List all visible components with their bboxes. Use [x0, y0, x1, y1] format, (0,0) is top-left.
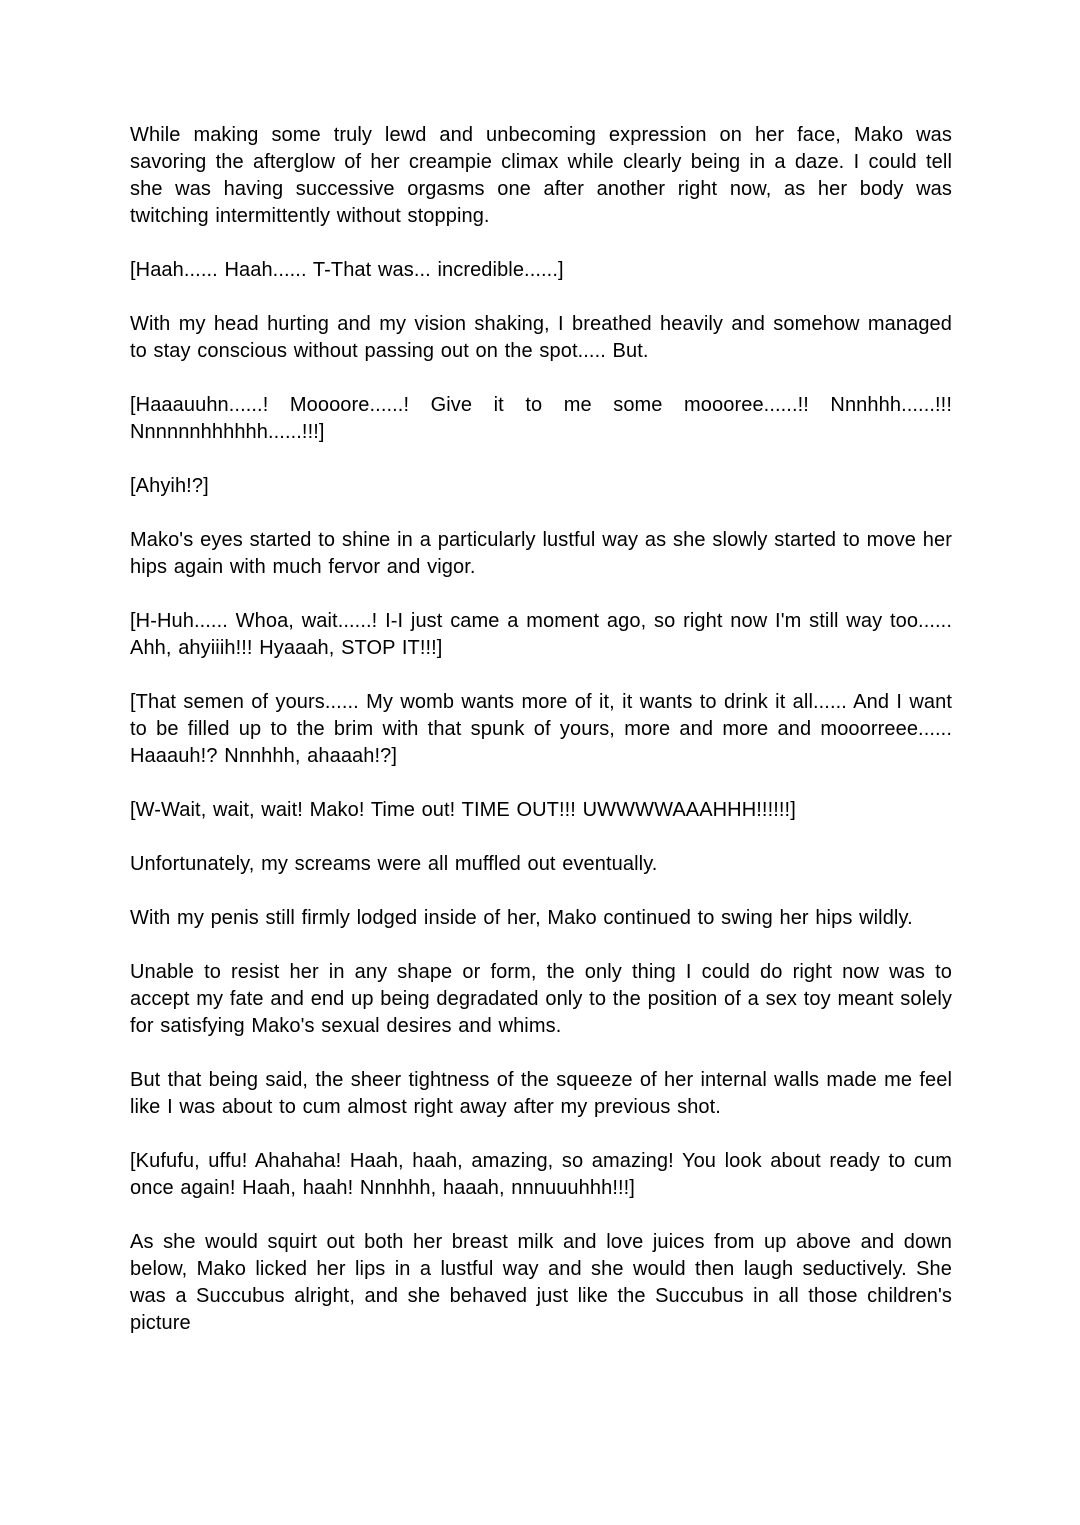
paragraph-dialogue: [Ahyih!?] [130, 475, 209, 497]
paragraph-narration: Unfortunately, my screams were all muffled out eventually. [130, 853, 658, 875]
paragraph-dialogue: [Haah...... Haah...... T-That was... incredible......] [130, 259, 564, 281]
paragraph-narration: With my head hurting and my vision shaking, I breathed heavily and somehow managed to stay conscious without passing out on the spot..... But. [130, 313, 952, 362]
paragraph-dialogue: [Kufufu, uffu! Ahahaha! Haah, haah, amazing, so amazing! You look about ready to cum once again! Haah, haah! Nnnhhh, haaah, nnnuuuhhh!!!] [130, 1150, 952, 1199]
paragraph-narration: Mako's eyes started to shine in a particularly lustful way as she slowly started to move her hips again with much fervor and vigor. [130, 529, 952, 578]
paragraph-dialogue: [Haaauuhn......! Moooore......! Give it to me some moooree......!! Nnnhhh......!!! Nnnnnnhhhhhh......!!!] [130, 394, 952, 443]
paragraph-dialogue: [That semen of yours...... My womb wants more of it, it wants to drink it all...... And I want to be filled up to the brim with that spunk of yours, more and more and mooorreee...... Haaauh!? Nnnhhh, ahaaah!?] [130, 691, 952, 767]
paragraph-narration: But that being said, the sheer tightness of the squeeze of her internal walls made me feel like I was about to cum almost right away after my previous shot. [130, 1069, 952, 1118]
paragraph-narration: As she would squirt out both her breast milk and love juices from up above and down below, Mako licked her lips in a lustful way and she would then laugh seductively. She was a Succubus alright, and she behaved just like the Succubus in all those children's picture [130, 1231, 952, 1334]
paragraph-narration: While making some truly lewd and unbecoming expression on her face, Mako was savoring the afterglow of her creampie climax while clearly being in a daze. I could tell she was having successive orgasms one after another right now, as her body was twitching intermittently without stopping. [130, 124, 952, 227]
paragraph-narration: Unable to resist her in any shape or form, the only thing I could do right now was to accept my fate and end up being degradated only to the position of a sex toy meant solely for satisfying Mako's sexual desires and whims. [130, 961, 952, 1037]
paragraph-dialogue: [W-Wait, wait, wait! Mako! Time out! TIME OUT!!! UWWWWAAAHHH!!!!!!] [130, 799, 796, 821]
paragraph-dialogue: [H-Huh...... Whoa, wait......! I-I just came a moment ago, so right now I'm still way too...... Ahh, ahyiiih!!! Hyaaah, STOP IT!!!] [130, 610, 952, 659]
paragraph-narration: With my penis still firmly lodged inside of her, Mako continued to swing her hips wildly. [130, 907, 913, 929]
